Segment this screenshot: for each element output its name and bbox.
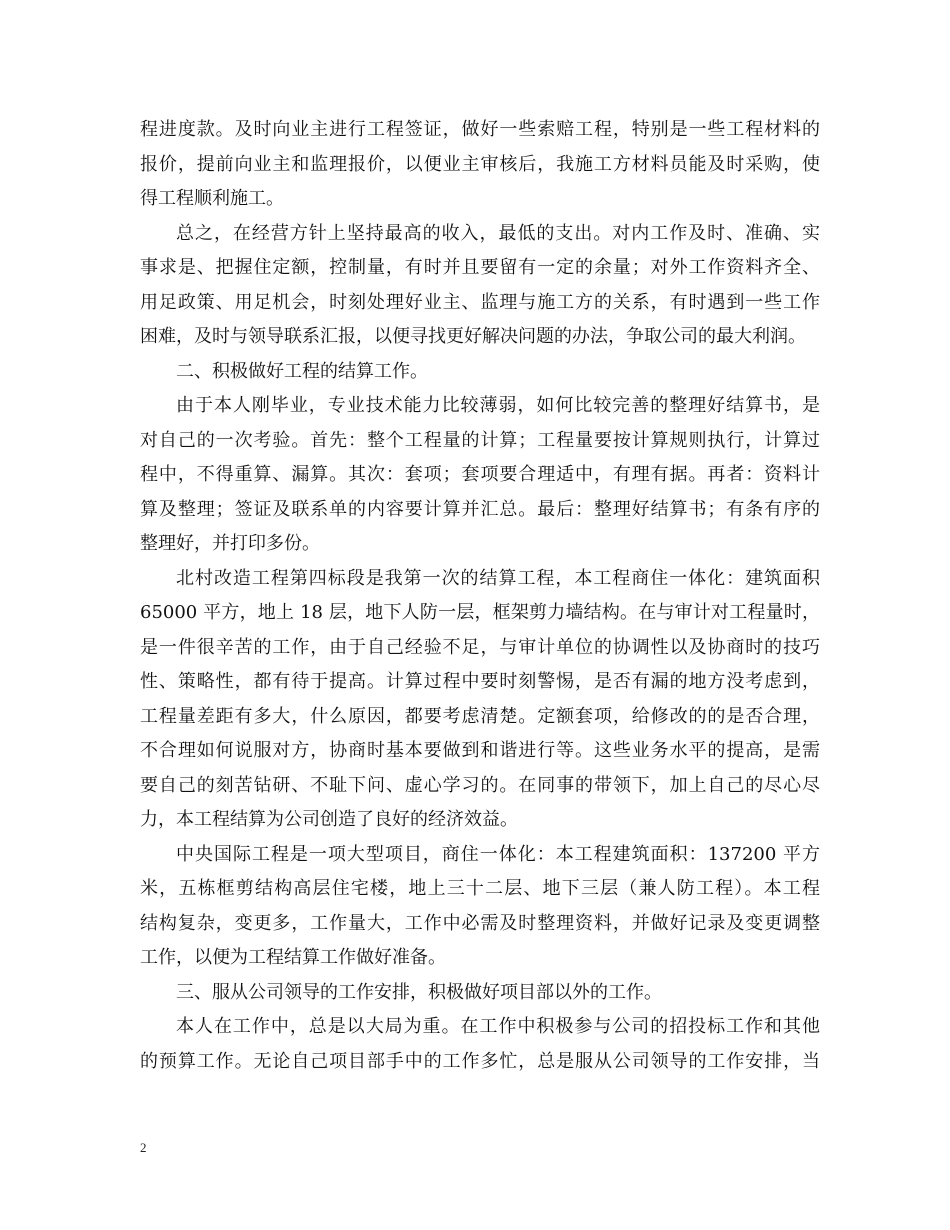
text-line: 性、策略性，都有待于提高。计算过程中要时刻警惕，是否有漏的地方没考虑到，	[140, 671, 820, 692]
text-line: 得工程顺利施工。	[140, 188, 284, 209]
text-line: 中央国际工程是一项大型项目，商住一体化：本工程建筑面积：137200 平方	[176, 843, 820, 865]
text-line: 整理好，并打印多份。	[140, 533, 320, 554]
text-line: 报价，提前向业主和监理报价，以便业主审核后，我施工方材料员能及时采购，使	[140, 153, 820, 175]
text-line: 是一件很辛苦的工作，由于自己经验不足，与审计单位的协调性以及协商时的技巧	[140, 636, 820, 658]
text-line: 工程量差距有多大，什么原因，都要考虑清楚。定额套项，给修改的的是否合理，	[140, 705, 820, 727]
text-line: 程进度款。及时向业主进行工程签证，做好一些索赔工程，特别是一些工程材料的	[140, 119, 820, 140]
text-line: 用足政策、用足机会，时刻处理好业主、监理与施工方的关系，有时遇到一些工作	[140, 291, 820, 313]
text-line: 力，本工程结算为公司创造了良好的经济效益。	[140, 809, 518, 830]
text-line: 困难，及时与领导联系汇报，以便寻找更好解决问题的办法，争取公司的最大利润。	[140, 326, 806, 347]
text-line: 工作，以便为工程结算工作做好准备。	[140, 947, 446, 968]
text-line: 65000 平方，地上 18 层，地下人防一层，框架剪力墙结构。在与审计对工程量时，	[140, 602, 820, 623]
page-number: 2	[140, 1140, 147, 1155]
text-line: 三、服从公司领导的工作安排，积极做好项目部以外的工作。	[176, 981, 662, 1003]
text-line: 不合理如何说服对方，协商时基本要做到和谐进行等。这些业务水平的提高，是需	[140, 740, 820, 761]
text-line: 要自己的刻苦钻研、不耻下问、虚心学习的。在同事的带领下，加上自己的尽心尽	[140, 774, 820, 796]
text-line: 结构复杂，变更多，工作量大，工作中必需及时整理资料，并做好记录及变更调整	[140, 912, 820, 934]
text-line: 的预算工作。无论自己项目部手中的工作多忙，总是服从公司领导的工作安排，当	[140, 1050, 820, 1072]
text-line: 本人在工作中，总是以大局为重。在工作中积极参与公司的招投标工作和其他	[176, 1016, 820, 1037]
text-line: 二、积极做好工程的结算工作。	[176, 360, 428, 382]
text-line: 算及整理；签证及联系单的内容要计算并汇总。最后：整理好结算书；有条有序的	[140, 498, 820, 520]
text-line: 北村改造工程第四标段是我第一次的结算工程，本工程商住一体化：建筑面积	[176, 567, 820, 589]
text-line: 总之，在经营方针上坚持最高的收入，最低的支出。对内工作及时、准确、实	[176, 222, 820, 244]
text-line: 米，五栋框剪结构高层住宅楼，地上三十二层、地下三层（兼人防工程）。本工程	[140, 878, 820, 899]
text-line: 程中，不得重算、漏算。其次：套项；套项要合理适中，有理有据。再者：资料计	[140, 464, 820, 485]
text-line: 事求是、把握住定额，控制量，有时并且要留有一定的余量；对外工作资料齐全、	[140, 257, 820, 278]
text-line: 对自己的一次考验。首先：整个工程量的计算；工程量要按计算规则执行，计算过	[140, 429, 820, 451]
body-text	[140, 113, 820, 1079]
text-line: 由于本人刚毕业，专业技术能力比较薄弱，如何比较完善的整理好结算书，是	[176, 395, 820, 416]
